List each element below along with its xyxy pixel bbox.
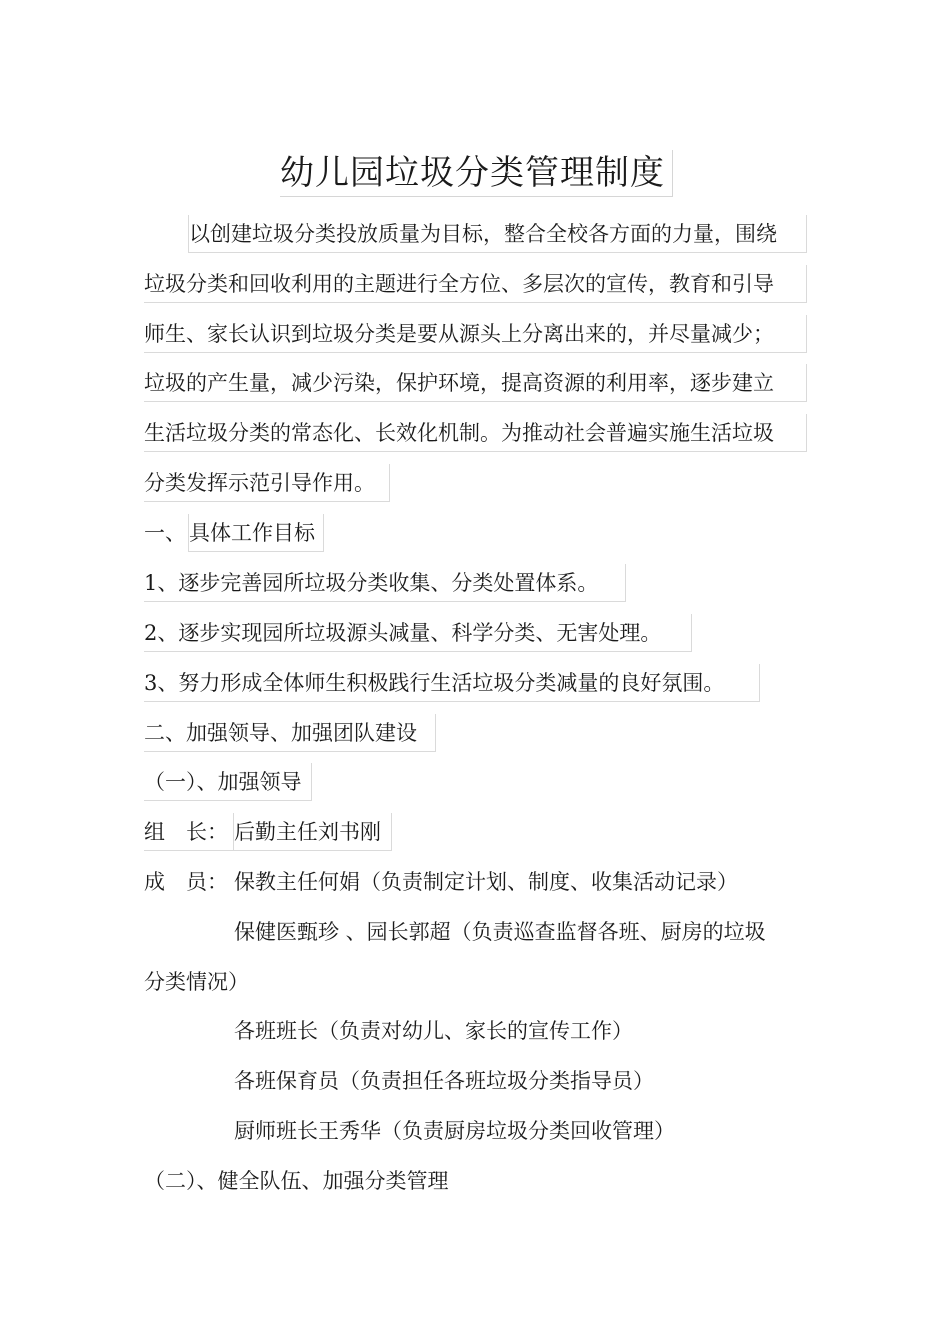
goal-item-3: 3、努力形成全体师生积极践行生活垃圾分类减量的良好氛围。 bbox=[144, 664, 760, 702]
section2-heading: 二、加强领导、加强团队建设 bbox=[144, 714, 436, 752]
member-line-2: 保健医甄珍 、园长郭超（负责巡查监督各班、厨房的垃圾 bbox=[234, 920, 766, 944]
member-line-3: 分类情况） bbox=[144, 970, 249, 994]
member-line-6: 厨师班长王秀华（负责厨房垃圾分类回收管理） bbox=[234, 1119, 675, 1143]
intro-line-4: 垃圾的产生量，减少污染，保护环境，提高资源的利用率，逐步建立 bbox=[144, 364, 807, 402]
intro-line-1: 以创建垃圾分类投放质量为目标，整合全校各方面的力量，围绕 bbox=[188, 215, 807, 253]
goal-item-2: 2、逐步实现园所垃圾源头减量、科学分类、无害处理。 bbox=[144, 614, 692, 652]
document-title: 幼儿园垃圾分类管理制度 bbox=[280, 150, 673, 197]
intro-line-5: 生活垃圾分类的常态化、长效化机制。为推动社会普遍实施生活垃圾 bbox=[144, 414, 807, 452]
member-line-4: 各班班长（负责对幼儿、家长的宣传工作） bbox=[234, 1019, 633, 1043]
intro-line-2: 垃圾分类和回收利用的主题进行全方位、多层次的宣传，教育和引导 bbox=[144, 265, 807, 303]
leader-value: 后勤主任刘书刚 bbox=[234, 813, 392, 851]
intro-line-3: 师生、家长认识到垃圾分类是要从源头上分离出来的，并尽量减少； bbox=[144, 315, 807, 353]
intro-line-6: 分类发挥示范引导作用。 bbox=[144, 464, 390, 502]
subsection-2-heading: （二）、健全队伍、加强分类管理 bbox=[144, 1169, 449, 1193]
leader-label: 组 长： bbox=[144, 813, 234, 851]
member-line-1: 保教主任何娟（负责制定计划、制度、收集活动记录） bbox=[234, 870, 738, 894]
member-line-5: 各班保育员（负责担任各班垃圾分类指导员） bbox=[234, 1069, 654, 1093]
subsection-1-heading: （一）、加强领导 bbox=[144, 763, 312, 801]
section1-number: 一、 bbox=[144, 521, 186, 545]
members-label: 成 员： bbox=[144, 870, 228, 894]
section1-heading: 具体工作目标 bbox=[188, 514, 324, 552]
goal-item-1: 1、逐步完善园所垃圾分类收集、分类处置体系。 bbox=[144, 564, 626, 602]
